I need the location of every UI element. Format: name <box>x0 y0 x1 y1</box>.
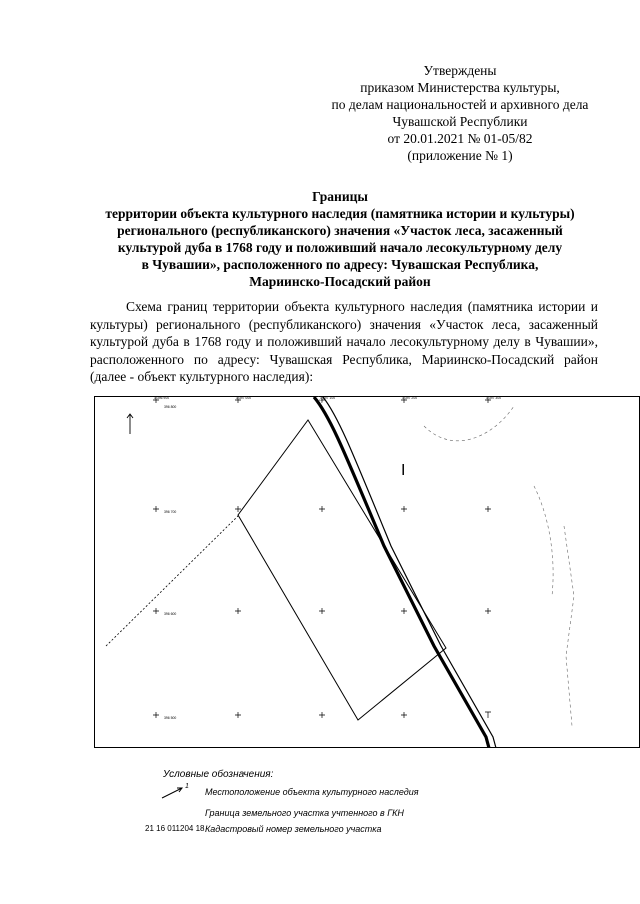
legend-item-cadastral: Кадастровый номер земельного участка <box>205 824 382 834</box>
grid-x-label-3: 1 397 100 <box>320 396 336 400</box>
approval-line-4: Чувашской Республики <box>392 114 528 129</box>
approval-line-6: (приложение № 1) <box>407 148 513 163</box>
document-title <box>70 188 610 290</box>
grid-y-label-2: 396 700 <box>164 510 177 514</box>
title-line-3: регионального (республиканского) значения «Участок леса, засаженный <box>117 223 563 238</box>
grid-y-label-4: 396 500 <box>164 716 177 720</box>
scheme-description: Схема границ территории объекта культурного наследия (памятника истории и культуры) регионального (республиканского) значения «Участок леса, засаженный культурой дуба в 1768 году и положивший начало лесокультурному делу в Чувашии», расположенного по адресу: Чувашская Республика, Мариинско-Посадский район (далее - объект культурного наследия): <box>90 299 598 384</box>
legend-cadastral-number: 21 16 011204 18 <box>145 824 205 833</box>
road-line <box>314 397 496 748</box>
approval-line-2: приказом Министерства культуры, <box>360 80 560 95</box>
approval-line-1: Утверждены <box>423 63 497 78</box>
title-line-6: Мариинско-Посадский район <box>249 274 431 289</box>
dashed-survey-line <box>106 514 240 646</box>
grid-y-label-3: 396 600 <box>164 612 177 616</box>
grid-x-label-5: 1 397 300 <box>486 396 502 400</box>
approval-line-3: по делам национальностей и архивного дела <box>331 97 589 112</box>
boundary-map <box>94 396 640 748</box>
faint-features <box>424 406 574 726</box>
title-line-4: культурой дуба в 1768 году и положивший начало лесокультурному делу <box>117 240 563 255</box>
legend-item-boundary: Граница земельного участка учтенного в ГКН <box>205 808 404 818</box>
map-legend <box>0 760 640 840</box>
map-frame <box>95 397 640 748</box>
legend-item-location: Местоположение объекта культурного наследия <box>205 787 419 797</box>
approval-block <box>300 62 620 164</box>
approval-line-5: от 20.01.2021 № 01-05/82 <box>387 131 533 146</box>
legend-heading: Условные обозначения: <box>163 769 274 780</box>
grid-x-label-2: 1 397 000 <box>236 396 252 400</box>
site-marker-label: I <box>401 462 406 479</box>
title-line-1: Границы <box>312 189 368 204</box>
grid-x-label-4: 1 397 200 <box>402 396 418 400</box>
legend-marker-number: 1 <box>185 783 189 790</box>
location-marker-icon <box>160 780 200 802</box>
north-marker <box>127 414 133 434</box>
grid-x-label-1: 1 396 900 <box>154 396 170 400</box>
grid-y-label-1: 396 800 <box>164 405 177 409</box>
grid-crosses <box>153 397 491 718</box>
title-line-5: в Чувашии», расположенного по адресу: Чувашская Республика, <box>141 257 539 272</box>
land-parcel-boundary <box>238 420 446 720</box>
title-line-2: территории объекта культурного наследия (памятника истории и культуры) <box>105 206 575 221</box>
